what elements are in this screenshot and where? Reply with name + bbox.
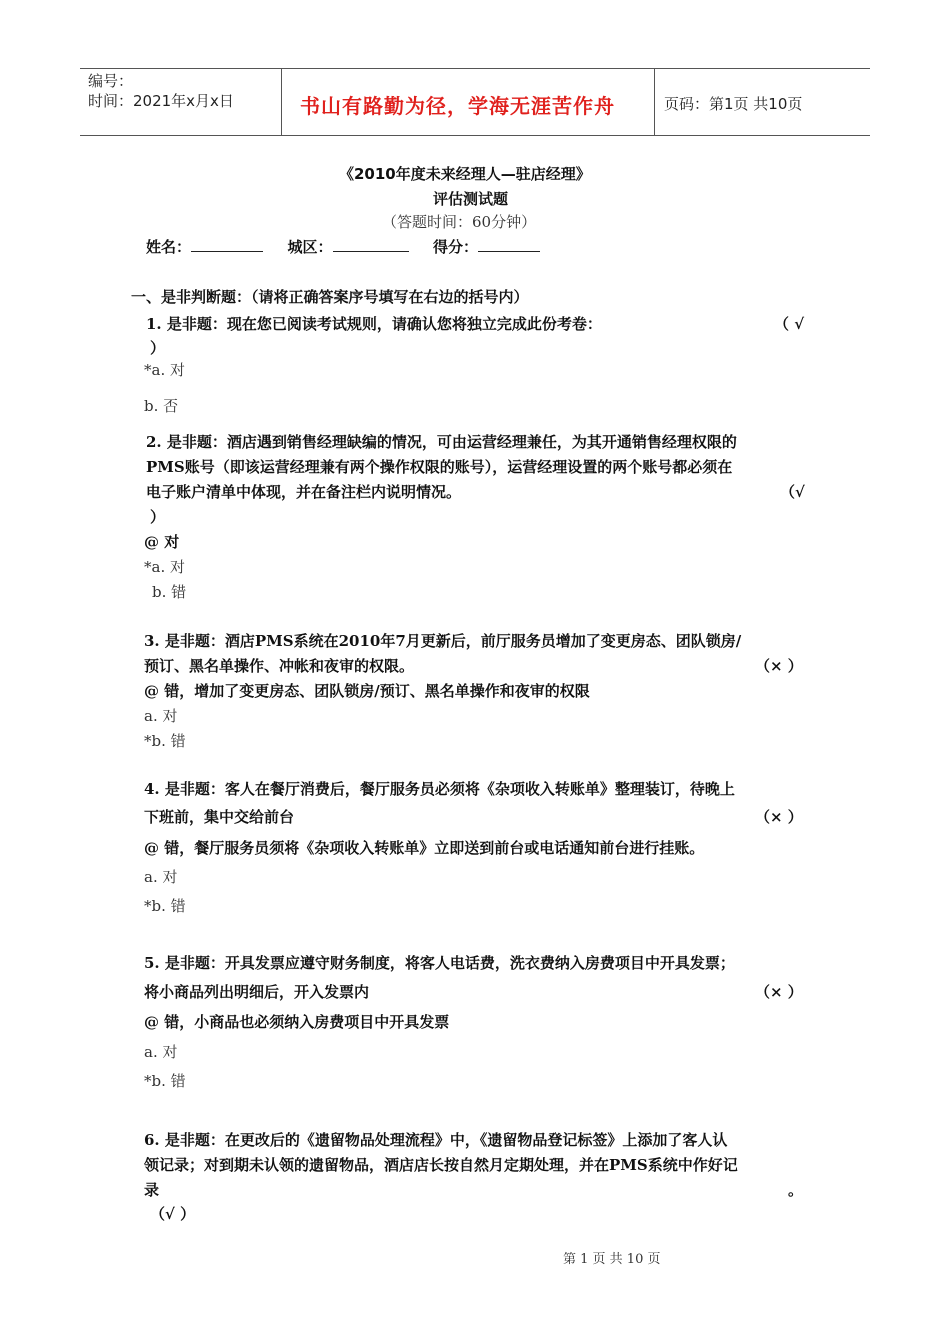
q3-option-b: *b. 错: [144, 732, 186, 750]
q2-option-a: *a. 对: [144, 558, 185, 576]
header-divider-left: [281, 69, 282, 136]
q3-answer: （× ）: [755, 657, 803, 675]
score-label: 得分：: [432, 238, 478, 256]
header-bottom-border: [80, 135, 870, 136]
q6-period: 。: [788, 1181, 804, 1199]
q4-option-a: a. 对: [144, 868, 178, 886]
footer-page-number: 第 1 页 共 10 页: [563, 1252, 661, 1267]
doc-subtitle: 评估测试题: [433, 190, 509, 208]
q5-line1: 5. 是非题：开具发票应遵守财务制度，将客人电话费，洗衣费纳入房费项目中开具发票；: [144, 954, 735, 972]
q4-answer: （× ）: [755, 808, 803, 826]
q6-line2: 领记录；对到期未认领的遗留物品，酒店店长按自然月定期处理，并在PMS系统中作好记: [144, 1156, 738, 1174]
q5-note: @ 错，小商品也必须纳入房费项目中开具发票: [144, 1013, 450, 1031]
name-field[interactable]: [191, 237, 263, 252]
city-field[interactable]: [333, 237, 409, 252]
q6-line1: 6. 是非题：在更改后的《遗留物品处理流程》中，《遗留物品登记标签》上添加了客人认: [144, 1131, 728, 1149]
section-heading: 一、是非判断题：（请将正确答案序号填写在右边的括号内）: [131, 288, 529, 306]
q3-line1: 3. 是非题：酒店PMS系统在2010年7月更新后，前厅服务员增加了变更房态、团队锁房/: [144, 632, 742, 650]
q1-option-a: *a. 对: [144, 361, 185, 379]
q4-line2: 下班前，集中交给前台: [144, 808, 295, 826]
q5-option-a: a. 对: [144, 1043, 178, 1061]
city-label: 城区：: [287, 238, 333, 256]
q2-answer-close: ）: [150, 508, 166, 526]
q2-note: @ 对: [144, 533, 180, 551]
score-field[interactable]: [478, 237, 540, 252]
header-motto: 书山有路勤为径，学海无涯苦作舟: [300, 94, 615, 118]
q5-answer: （× ）: [755, 983, 803, 1001]
q2-line1: 2. 是非题：酒店遇到销售经理缺编的情况，可由运营经理兼任，为其开通销售经理权限的: [146, 433, 737, 451]
q2-answer-open: （√: [780, 483, 805, 501]
q4-note: @ 错，餐厅服务员须将《杂项收入转账单》立即送到前台或电话通知前台进行挂账。: [144, 839, 705, 857]
q2-option-b: b. 错: [152, 583, 187, 601]
q3-note: @ 错，增加了变更房态、团队锁房/预订、黑名单操作和夜审的权限: [144, 682, 590, 700]
q1-answer-close: ）: [150, 339, 166, 357]
q1-text: 1. 是非题：现在您已阅读考试规则，请确认您将独立完成此份考卷：: [146, 315, 602, 333]
q5-option-b: *b. 错: [144, 1072, 186, 1090]
q4-line1: 4. 是非题：客人在餐厅消费后，餐厅服务员必须将《杂项收入转账单》整理装订，待晚上: [144, 780, 735, 798]
doc-time-limit: （答题时间：60分钟）: [382, 213, 537, 231]
header-divider-right: [654, 69, 655, 136]
q1-answer-open: （ √: [774, 315, 805, 333]
doc-title: 《2010年度未来经理人—驻店经理》: [339, 165, 591, 183]
q3-line2: 预订、黑名单操作、冲帐和夜审的权限。: [144, 657, 415, 675]
q6-answer: （√ ）: [150, 1205, 196, 1223]
q2-line2: PMS账号（即该运营经理兼有两个操作权限的账号），运营经理设置的两个账号都必须在: [146, 458, 733, 476]
header-time-label: 时间：2021年x月x日: [88, 92, 234, 110]
q1-option-b: b. 否: [144, 397, 179, 415]
header-page-label: 页码：第1页 共10页: [664, 95, 803, 113]
q6-line3: 录: [144, 1181, 160, 1199]
q5-line2: 将小商品列出明细后，开入发票内: [144, 983, 370, 1001]
q4-option-b: *b. 错: [144, 897, 186, 915]
q2-line3: 电子账户清单中体现，并在备注栏内说明情况。: [146, 483, 462, 501]
name-label: 姓名：: [146, 238, 192, 256]
q3-option-a: a. 对: [144, 707, 178, 725]
header-top-border: [80, 68, 870, 69]
info-line: [146, 236, 540, 257]
header-number-label: 编号：: [88, 72, 134, 90]
